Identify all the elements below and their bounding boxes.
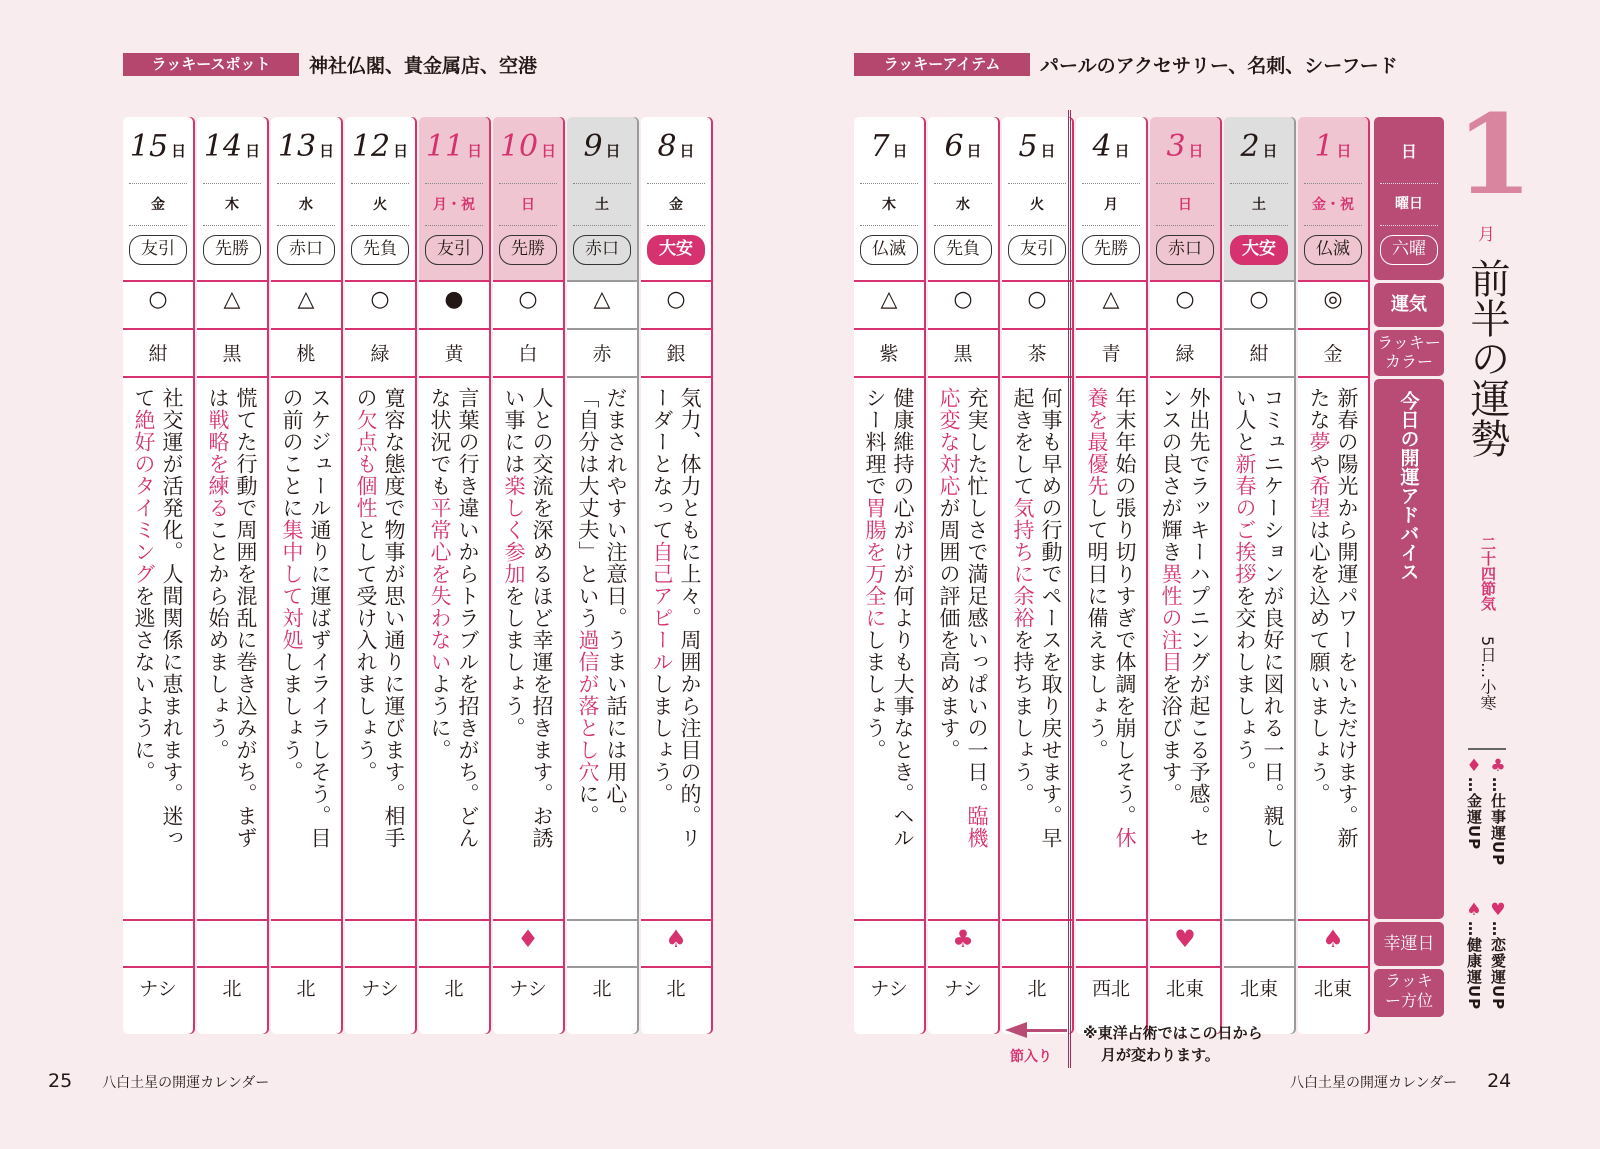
rokuyo-badge: 先勝 bbox=[1082, 235, 1140, 265]
day-column bbox=[123, 117, 193, 1034]
advice-text: 健康維持の心がけが何よりも大事なとき。ヘルシー料理で胃腸を万全にしましょう。 bbox=[863, 387, 915, 849]
fortune-symbol: ○ bbox=[1175, 287, 1195, 312]
page-number-right: 24 bbox=[1487, 1070, 1512, 1092]
page-number-left: 25 bbox=[48, 1070, 73, 1092]
spade-icon: ♠ bbox=[1464, 900, 1484, 921]
fortune-symbol: ○ bbox=[148, 287, 168, 312]
rokuyo-badge: 赤口 bbox=[1156, 235, 1214, 265]
weekday: 火 bbox=[373, 197, 387, 213]
fortune-symbol: △ bbox=[880, 287, 898, 312]
lucky-day-symbol: ♠ bbox=[1322, 925, 1344, 953]
lucky-direction: ナシ bbox=[509, 978, 547, 1000]
day-column bbox=[928, 117, 998, 1034]
lucky-color: 紺 bbox=[148, 343, 168, 365]
lucky-direction: 北 bbox=[1027, 978, 1047, 1000]
lucky-color: 紺 bbox=[1249, 343, 1269, 365]
fortune-symbol: ○ bbox=[370, 287, 390, 312]
weekday: 土 bbox=[595, 197, 609, 213]
footer-left bbox=[48, 1070, 269, 1092]
fortune-symbol: △ bbox=[593, 287, 611, 312]
lucky-color: 金 bbox=[1323, 343, 1343, 365]
lucky-day-symbol: ♣ bbox=[952, 925, 974, 953]
label-rokuyo: 六曜 bbox=[1380, 235, 1438, 265]
lucky-color: 茶 bbox=[1027, 343, 1047, 365]
lucky-color: 赤 bbox=[592, 343, 612, 365]
weekday: 水 bbox=[299, 197, 313, 213]
rokuyo-badge: 先勝 bbox=[203, 235, 261, 265]
page-title: 前半の運勢 bbox=[1464, 258, 1510, 458]
rokuyo-badge: 友引 bbox=[129, 235, 187, 265]
weekday: 金・祝 bbox=[1312, 197, 1354, 213]
heart-icon: ♥ bbox=[1488, 900, 1508, 921]
day-number: 1 日 bbox=[1314, 129, 1352, 164]
label-weekday: 曜日 bbox=[1395, 196, 1423, 212]
day-number: 5 日 bbox=[1018, 129, 1056, 164]
month-unit: 月 bbox=[1478, 225, 1495, 245]
day-column bbox=[641, 117, 711, 1034]
day-number: 2 日 bbox=[1240, 129, 1278, 164]
lucky-direction: ナシ bbox=[361, 978, 399, 1000]
day-column bbox=[419, 117, 489, 1034]
label-lucky-color: ラッキーカラー bbox=[1377, 333, 1441, 371]
day-number: 9 日 bbox=[583, 129, 621, 164]
lucky-day-symbol: ♥ bbox=[1174, 925, 1196, 953]
label-fortune: 運気 bbox=[1391, 294, 1427, 315]
day-column bbox=[197, 117, 267, 1034]
day-column bbox=[1002, 117, 1072, 1034]
legend-love: ♥…恋愛運UP bbox=[1488, 900, 1508, 1011]
lucky-color: 桃 bbox=[296, 343, 316, 365]
legend-work: ♣…仕事運UP bbox=[1488, 756, 1508, 867]
lucky-direction: 北 bbox=[666, 978, 686, 1000]
setsuiri-label: 節入り bbox=[1010, 1049, 1052, 1065]
lucky-color: 銀 bbox=[666, 343, 686, 365]
rokuyo-badge: 先負 bbox=[351, 235, 409, 265]
diamond-icon: ♦ bbox=[1464, 756, 1484, 777]
lucky-direction: 北 bbox=[592, 978, 612, 1000]
footer-title-left: 八白土星の開運カレンダー bbox=[102, 1075, 270, 1091]
fortune-symbol: ○ bbox=[1027, 287, 1047, 312]
fortune-symbol: ● bbox=[444, 287, 464, 312]
day-column bbox=[1298, 117, 1368, 1034]
day-column bbox=[345, 117, 415, 1034]
legend-divider bbox=[1468, 748, 1506, 750]
day-number: 11 日 bbox=[425, 129, 483, 164]
rokuyo-badge: 仏滅 bbox=[1304, 235, 1362, 265]
lucky-color: 黒 bbox=[222, 343, 242, 365]
advice-text: 人との交流を深めるほど幸運を招きます。お誘い事には楽しく参加をしましょう。 bbox=[502, 387, 554, 849]
day-number: 4 日 bbox=[1092, 129, 1130, 164]
day-column bbox=[1150, 117, 1220, 1034]
fortune-symbol: △ bbox=[223, 287, 241, 312]
rokuyo-badge: 赤口 bbox=[277, 235, 335, 265]
day-number: 3 日 bbox=[1166, 129, 1204, 164]
day-column bbox=[493, 117, 563, 1034]
rokuyo-badge: 赤口 bbox=[573, 235, 631, 265]
rokuyo-badge: 大安 bbox=[1230, 235, 1288, 265]
day-column bbox=[854, 117, 924, 1034]
rokuyo-badge: 先勝 bbox=[499, 235, 557, 265]
fortune-symbol: ○ bbox=[518, 287, 538, 312]
fortune-symbol: ◎ bbox=[1323, 287, 1343, 312]
rokuyo-badge: 友引 bbox=[425, 235, 483, 265]
lucky-direction: ナシ bbox=[139, 978, 177, 1000]
advice-text: だまされやすい注意日。うまい話には用心。「自分は大丈夫」という過信が落とし穴に。 bbox=[576, 387, 628, 827]
sekki-label: 二十四節気 bbox=[1479, 536, 1497, 611]
advice-text: 年末年始の張り切りすぎで体調を崩しそう。休養を最優先して明日に備えましょう。 bbox=[1085, 387, 1137, 849]
month-number: 1 bbox=[1456, 90, 1533, 219]
lucky-spot-label: ラッキースポット bbox=[123, 53, 299, 76]
rokuyo-badge: 先負 bbox=[934, 235, 992, 265]
weekday: 月・祝 bbox=[433, 197, 475, 213]
day-number: 14 日 bbox=[203, 129, 261, 164]
weekday: 木 bbox=[882, 197, 896, 213]
label-advice-block bbox=[1374, 379, 1444, 919]
advice-text: 外出先でラッキーハプニングが起こる予感。センスの良さが輝き異性の注目を浴びます。 bbox=[1159, 387, 1211, 849]
weekday: 日 bbox=[521, 197, 535, 213]
day-number: 7 日 bbox=[870, 129, 908, 164]
legend-health: ♠…健康運UP bbox=[1464, 900, 1484, 1011]
day-column bbox=[271, 117, 341, 1034]
lucky-direction: ナシ bbox=[870, 978, 908, 1000]
day-number: 8 日 bbox=[657, 129, 695, 164]
lucky-day-symbol: ♠ bbox=[665, 925, 687, 953]
sekki-value: 5日…小寒 bbox=[1478, 636, 1497, 711]
fortune-symbol: ○ bbox=[1249, 287, 1269, 312]
weekday: 月 bbox=[1104, 197, 1118, 213]
rokuyo-badge: 大安 bbox=[647, 235, 705, 265]
label-lucky-direction: ラッキー方位 bbox=[1384, 971, 1433, 1010]
lucky-day-symbol: ♦ bbox=[517, 925, 539, 953]
arrow-left-icon bbox=[1005, 1022, 1027, 1038]
club-icon: ♣ bbox=[1488, 756, 1508, 777]
advice-text: コミュニケーションが良好に図れる一日。親しい人と新春のご挨拶を交わしましょう。 bbox=[1233, 387, 1285, 849]
advice-text: 気力、体力ともに上々。周囲から注目の的。リーダーとなって自己アピールしましょう。 bbox=[650, 387, 702, 849]
lucky-item-header bbox=[854, 53, 1398, 76]
label-day: 日 bbox=[1400, 142, 1417, 161]
label-lucky-day-block bbox=[1374, 922, 1444, 966]
advice-text: スケジュール通りに運ばずイライラしそう。目の前のことに集中して対処しましょう。 bbox=[280, 387, 332, 849]
day-column bbox=[1224, 117, 1294, 1034]
day-number: 6 日 bbox=[944, 129, 982, 164]
lucky-direction: 北 bbox=[296, 978, 316, 1000]
weekday: 土 bbox=[1252, 197, 1266, 213]
lucky-color: 白 bbox=[518, 343, 538, 365]
day-number: 15 日 bbox=[129, 129, 187, 164]
lucky-color: 青 bbox=[1101, 343, 1121, 365]
fortune-symbol: ○ bbox=[666, 287, 686, 312]
day-column bbox=[1076, 117, 1146, 1034]
lucky-color: 黄 bbox=[444, 343, 464, 365]
day-number: 13 日 bbox=[277, 129, 335, 164]
advice-text: 何事も早めの行動でペースを取り戻せます。早起きをして気持ちに余裕を持ちましょう。 bbox=[1011, 387, 1063, 849]
footer-title-right: 八白土星の開運カレンダー bbox=[1290, 1075, 1458, 1091]
label-advice: 今日の開運アドバイス bbox=[1397, 391, 1420, 581]
lucky-item-value: パールのアクセサリー、名刺、シーフード bbox=[1040, 55, 1398, 77]
lucky-direction: 北東 bbox=[1239, 978, 1278, 1000]
lucky-spot-header bbox=[123, 53, 537, 76]
legend-money: ♦…金運UP bbox=[1464, 756, 1484, 851]
lucky-direction: 北 bbox=[444, 978, 464, 1000]
day-number: 12 日 bbox=[351, 129, 409, 164]
label-fortune-block bbox=[1374, 283, 1444, 327]
lucky-color: 緑 bbox=[1175, 343, 1195, 365]
weekday: 金 bbox=[151, 197, 165, 213]
setsuiri-note: ※東洋占術ではこの日から 月が変わります。 bbox=[1083, 1024, 1263, 1064]
weekday: 水 bbox=[956, 197, 970, 213]
label-direction-block bbox=[1374, 969, 1444, 1017]
label-header-block bbox=[1374, 117, 1444, 280]
lucky-direction: 北東 bbox=[1313, 978, 1352, 1000]
footer-right bbox=[1290, 1070, 1511, 1092]
lucky-spot-value: 神社仏閣、貴金属店、空港 bbox=[309, 55, 538, 77]
lucky-color: 黒 bbox=[953, 343, 973, 365]
lucky-direction: 北東 bbox=[1165, 978, 1204, 1000]
weekday: 金 bbox=[669, 197, 683, 213]
label-color-block bbox=[1374, 330, 1444, 376]
fortune-symbol: △ bbox=[297, 287, 315, 312]
advice-text: 充実した忙しさで満足感いっぱいの一日。臨機応変な対応が周囲の評価を高めます。 bbox=[937, 387, 989, 849]
lucky-direction: ナシ bbox=[944, 978, 982, 1000]
lucky-color: 緑 bbox=[370, 343, 390, 365]
advice-text: 社交運が活発化。人間関係に恵まれます。迷って絶好のタイミングを逃さないように。 bbox=[132, 387, 184, 849]
fortune-symbol: ○ bbox=[953, 287, 973, 312]
advice-text: 言葉の行き違いからトラブルを招きがち。どんな状況でも平常心を失わないように。 bbox=[428, 387, 480, 849]
lucky-direction: 西北 bbox=[1091, 978, 1130, 1000]
lucky-direction: 北 bbox=[222, 978, 242, 1000]
setsuiri-divider bbox=[1068, 110, 1071, 1068]
row-labels-column bbox=[1374, 117, 1444, 1034]
rokuyo-badge: 友引 bbox=[1008, 235, 1066, 265]
day-number: 10 日 bbox=[499, 129, 557, 164]
lucky-color: 紫 bbox=[879, 343, 899, 365]
rokuyo-badge: 仏滅 bbox=[860, 235, 918, 265]
label-lucky-day: 幸運日 bbox=[1383, 934, 1435, 954]
weekday: 木 bbox=[225, 197, 239, 213]
advice-text: 寛容な態度で物事が思い通りに運びます。相手の欠点も個性として受け入れましょう。 bbox=[354, 387, 406, 849]
weekday: 火 bbox=[1030, 197, 1044, 213]
fortune-symbol: △ bbox=[1102, 287, 1120, 312]
advice-text: 新春の陽光から開運パワーをいただけます。新たな夢や希望は心を込めて願いましょう。 bbox=[1307, 387, 1359, 849]
weekday: 日 bbox=[1178, 197, 1192, 213]
lucky-item-label: ラッキーアイテム bbox=[854, 53, 1030, 76]
day-column bbox=[567, 117, 637, 1034]
advice-text: 慌てた行動で周囲を混乱に巻き込みがち。まずは戦略を練ることから始めましょう。 bbox=[206, 387, 258, 849]
